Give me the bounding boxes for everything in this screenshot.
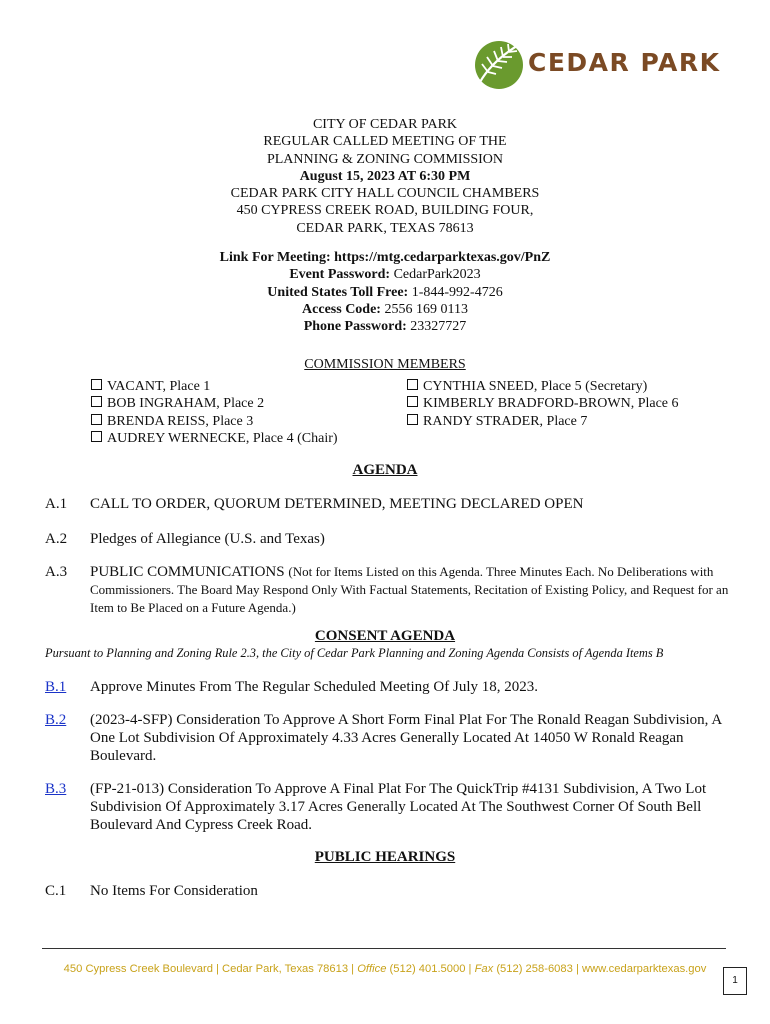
info-label: Event Password: — [289, 267, 391, 283]
member-name: CYNTHIA SNEED, Place 5 (Secretary) — [423, 379, 648, 394]
item-detail: (Not for Items Listed on this Agenda. Three Minutes Each. No Deliberations with Commissioners. The Board May Respond Only With Factual Statements, Recitation of Existing Policy, and Request for an Item to Be Placed on a Future Agenda.) — [90, 564, 729, 615]
checkbox-icon — [407, 379, 418, 390]
checkbox-icon — [91, 396, 102, 407]
info-label: Phone Password: — [303, 319, 407, 335]
member-item — [407, 413, 679, 430]
footer-divider — [42, 948, 726, 949]
item-number: A.1 — [45, 496, 68, 512]
member-item — [91, 378, 338, 395]
item-text: No Items For Consideration — [90, 883, 258, 899]
meeting-link-row — [0, 249, 770, 266]
public-hearings-heading: PUBLIC HEARINGS — [314, 849, 456, 865]
footer-text: (512) 258-6083 | www.cedarparktexas.gov — [496, 963, 707, 975]
cedar-park-logo — [474, 38, 726, 94]
footer-address — [0, 963, 770, 975]
member-name: KIMBERLY BRADFORD-BROWN, Place 6 — [423, 396, 679, 412]
member-name: AUDREY WERNECKE, Place 4 (Chair) — [107, 430, 338, 446]
checkbox-icon — [407, 414, 418, 425]
meeting-header — [0, 116, 770, 237]
member-item — [91, 395, 338, 412]
member-name: BRENDA REISS, Place 3 — [107, 413, 254, 429]
item-number: A.3 — [45, 564, 68, 580]
header-line: CEDAR PARK CITY HALL COUNCIL CHAMBERS — [230, 186, 540, 202]
item-text — [90, 563, 730, 617]
info-label: Link For Meeting: — [219, 250, 331, 265]
info-value: 23327727 — [410, 319, 467, 335]
consent-note: Pursuant to Planning and Zoning Rule 2.3, the City of Cedar Park Planning and Zoning Agenda Consists of Agenda Items B — [45, 646, 664, 660]
info-label: United States Toll Free: — [267, 284, 409, 300]
info-value: 1-844-992-4726 — [411, 284, 503, 300]
toll-free-row — [0, 284, 770, 301]
event-password-row — [0, 266, 770, 283]
item-number: A.2 — [45, 531, 68, 547]
item-text: (2023-4-SFP) Consideration To Approve A Short Form Final Plat For The Ronald Reagan Subdivision, A One Lot Subdivision Of Approximately 4.33 Acres Generally Located At 14050 W Ronald Reagan Boulevard. — [90, 712, 722, 764]
member-name: RANDY STRADER, Place 7 — [423, 413, 588, 429]
access-code-row — [0, 301, 770, 318]
item-text: Approve Minutes From The Regular Scheduled Meeting Of July 18, 2023. — [90, 679, 538, 695]
info-value: CedarPark2023 — [393, 267, 481, 283]
info-value: 2556 169 0113 — [384, 301, 468, 317]
cedar-leaf-icon — [474, 38, 524, 90]
info-label: Access Code: — [302, 301, 381, 317]
member-item — [407, 395, 679, 412]
meeting-info — [0, 249, 770, 335]
members-left-column — [91, 378, 338, 447]
item-text: Pledges of Allegiance (U.S. and Texas) — [90, 531, 325, 547]
item-text: CALL TO ORDER, QUORUM DETERMINED, MEETING DECLARED OPEN — [90, 496, 584, 512]
member-name: BOB INGRAHAM, Place 2 — [107, 396, 265, 412]
header-line: 450 CYPRESS CREEK ROAD, BUILDING FOUR, — [236, 203, 534, 219]
member-item — [91, 413, 338, 430]
consent-agenda-heading: CONSENT AGENDA — [314, 628, 456, 644]
item-title: PUBLIC COMMUNICATIONS — [90, 564, 285, 580]
member-item — [407, 378, 679, 395]
footer-label: Office — [357, 963, 387, 975]
members-title: COMMISSION MEMBERS — [304, 357, 466, 372]
header-line: CEDAR PARK, TEXAS 78613 — [296, 220, 474, 236]
member-item — [91, 430, 338, 447]
item-text: (FP-21-013) Consideration To Approve A Final Plat For The QuickTrip #4131 Subdivision, A Two Lot Subdivision Of Approximately 3.17 Acres Generally Located At The Southwest Corner Of South Bell Boulevard And Cypress Creek Road. — [90, 781, 707, 833]
item-link[interactable]: B.2 — [45, 712, 67, 728]
header-line: CITY OF CEDAR PARK — [312, 117, 458, 132]
meeting-date: August 15, 2023 AT 6:30 PM — [299, 168, 471, 184]
item-link[interactable]: B.3 — [45, 781, 67, 797]
page-number: 1 — [723, 967, 747, 995]
logo-wordmark: CEDAR PARK — [528, 48, 721, 77]
members-right-column — [407, 378, 679, 430]
header-line: PLANNING & ZONING COMMISSION — [266, 151, 504, 167]
member-name: VACANT, Place 1 — [107, 379, 211, 394]
checkbox-icon — [407, 396, 418, 407]
footer-text: 450 Cypress Creek Boulevard | Cedar Park, Texas 78613 | — [63, 963, 355, 975]
header-line: REGULAR CALLED MEETING OF THE — [263, 134, 507, 150]
footer-label: Fax — [474, 963, 494, 975]
agenda-heading: AGENDA — [352, 462, 418, 478]
item-number: C.1 — [45, 883, 67, 899]
footer-text: (512) 401.5000 | — [389, 963, 472, 975]
checkbox-icon — [91, 414, 102, 425]
meeting-link[interactable]: https://mtg.cedarparktexas.gov/PnZ — [334, 250, 551, 265]
checkbox-icon — [91, 379, 102, 390]
item-link[interactable]: B.1 — [45, 679, 67, 695]
checkbox-icon — [91, 431, 102, 442]
phone-password-row — [0, 318, 770, 335]
